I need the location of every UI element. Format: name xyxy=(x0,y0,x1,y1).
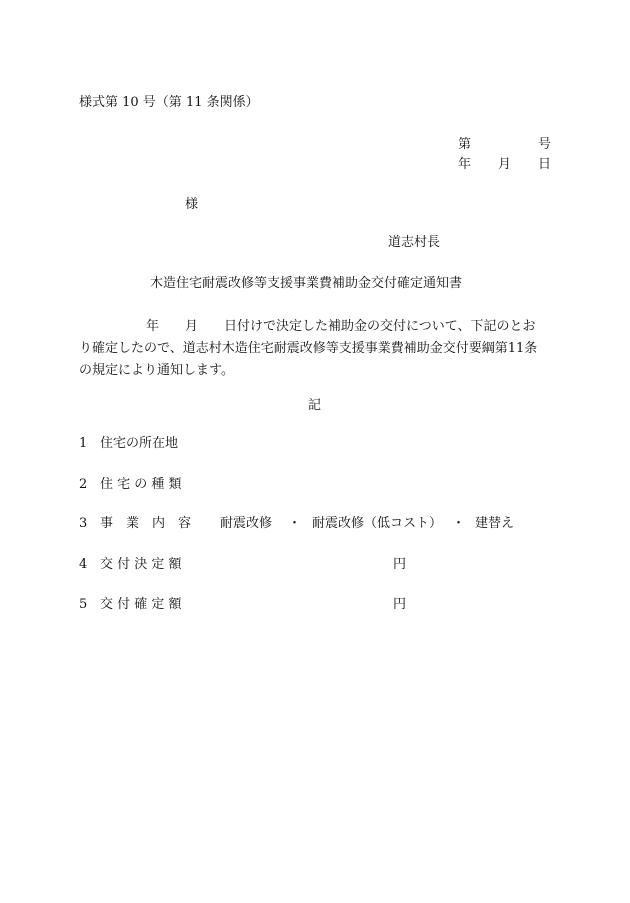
date-month: 月 xyxy=(498,157,512,172)
form-label: 様式第 10 号（第 11 条関係） xyxy=(79,95,259,110)
ki-heading: 記 xyxy=(308,398,322,413)
body-line-1: 年 月 日付けで決定した補助金の交付について、下記のとお xyxy=(146,319,536,334)
item-1-number: 1 xyxy=(79,436,88,451)
date-year: 年 xyxy=(458,157,472,172)
item-5-label: 交 付 確 定 額 xyxy=(100,597,182,612)
item-5-number: 5 xyxy=(79,597,88,612)
work-option-rebuild: 建替え xyxy=(475,516,515,531)
work-option-low-cost-retrofit: 耐震改修（低コスト） xyxy=(312,516,443,531)
item-5-unit: 円 xyxy=(393,597,407,612)
date-day: 日 xyxy=(538,157,552,172)
option-separator-2: ・ xyxy=(452,516,466,531)
item-2-label: 住 宅 の 種 類 xyxy=(100,477,182,492)
item-3-number: 3 xyxy=(79,516,88,531)
item-4-label: 交 付 決 定 額 xyxy=(100,557,182,572)
item-1-label: 住宅の所在地 xyxy=(100,436,179,451)
body-line-3: の規定により通知します。 xyxy=(79,363,234,378)
option-separator-1: ・ xyxy=(288,516,302,531)
item-4-unit: 円 xyxy=(393,557,407,572)
item-4-number: 4 xyxy=(79,557,88,572)
body-line-2: り確定したので、道志村木造住宅耐震改修等支援事業費補助金交付要綱第11条 xyxy=(79,341,538,356)
addressee-honorific: 様 xyxy=(185,197,199,212)
document-title: 木造住宅耐震改修等支援事業費補助金交付確定通知書 xyxy=(150,276,463,291)
ref-number-prefix: 第 xyxy=(458,137,472,152)
ref-number-suffix: 号 xyxy=(538,137,552,152)
issuer: 道志村長 xyxy=(388,235,441,250)
body-paragraph xyxy=(79,316,549,382)
item-3-label: 事 業 内 容 xyxy=(100,516,192,531)
work-option-seismic-retrofit: 耐震改修 xyxy=(220,516,273,531)
item-2-number: 2 xyxy=(79,477,88,492)
